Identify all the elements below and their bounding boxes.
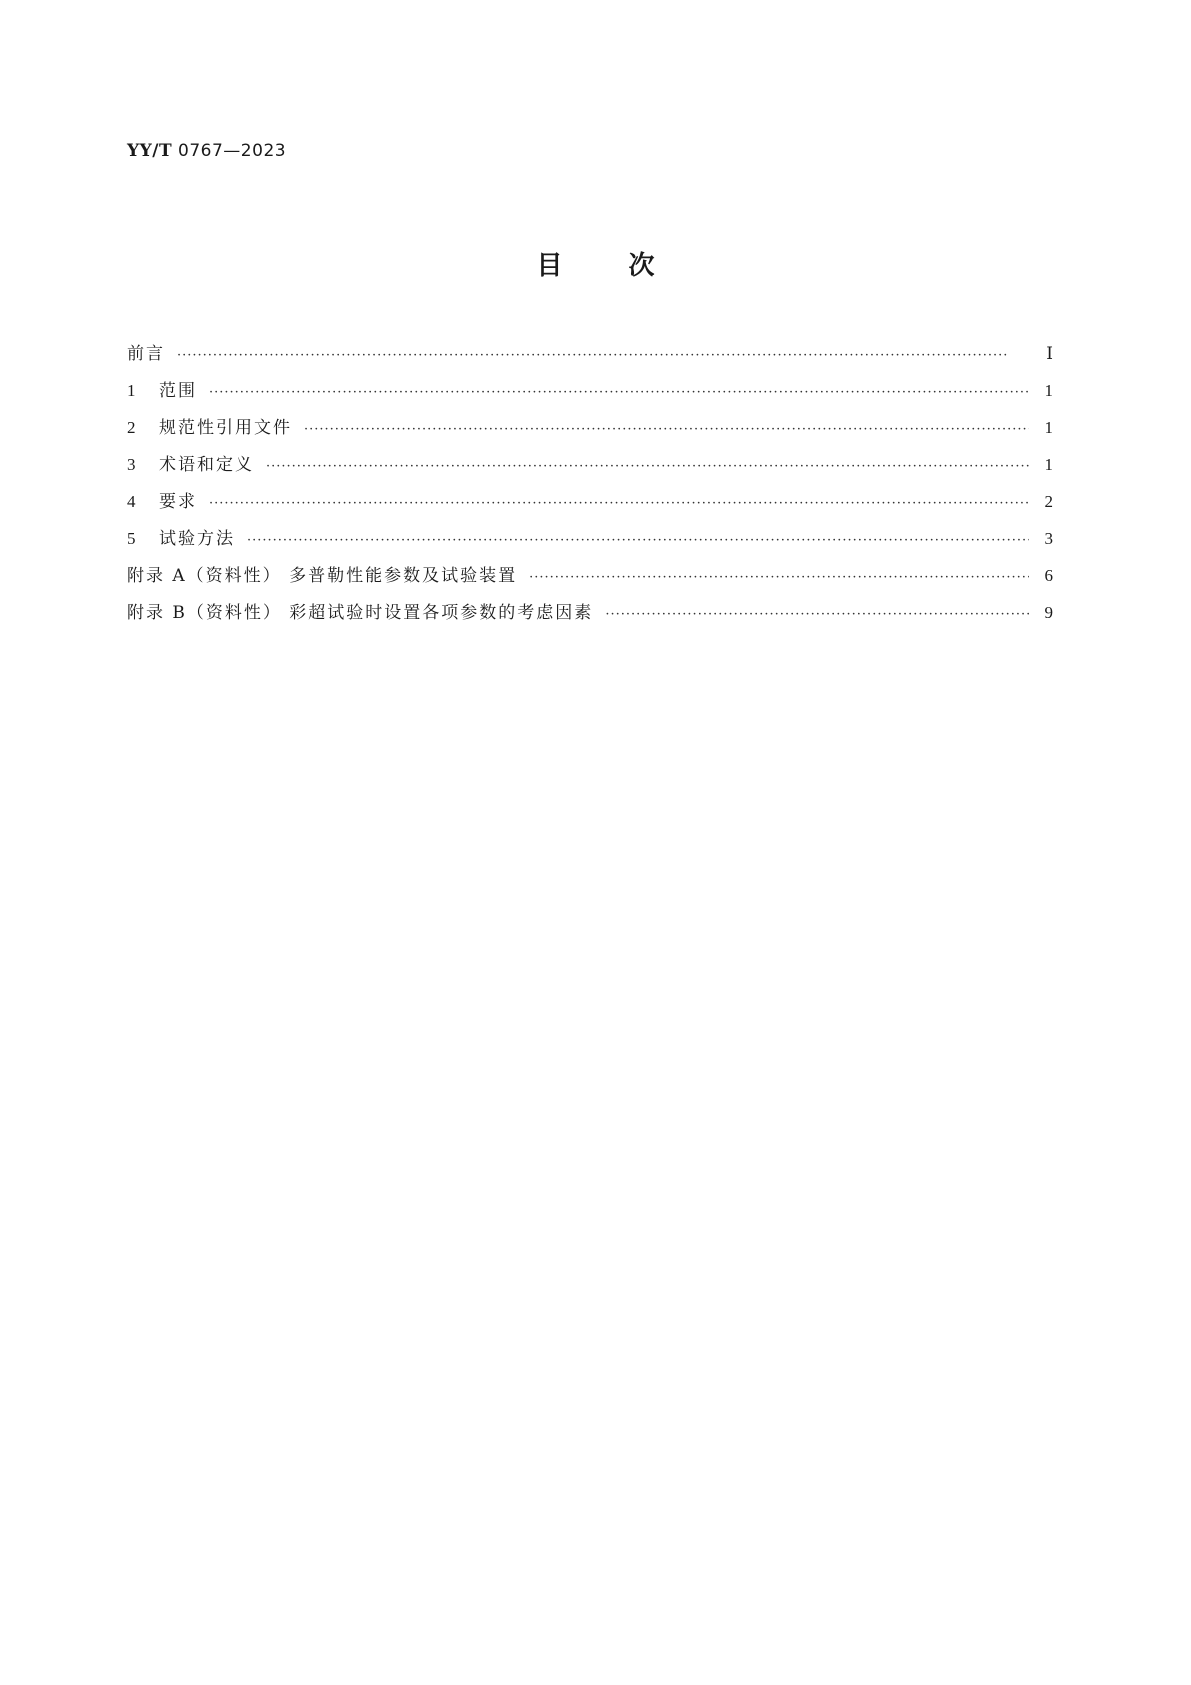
toc-entry-test-methods[interactable] [127, 529, 1053, 566]
table-of-contents [127, 344, 1053, 640]
toc-dot-leader [209, 383, 1029, 403]
toc-dot-leader [247, 531, 1029, 551]
toc-entry-requirements[interactable] [127, 492, 1053, 529]
toc-entry-page: 3 [1044, 529, 1053, 548]
standard-code [127, 141, 286, 161]
toc-entry-foreword[interactable] [127, 344, 1053, 381]
toc-entry-page: 2 [1044, 492, 1053, 511]
toc-dot-leader [304, 420, 1029, 440]
toc-entry-label: 规范性引用文件 [159, 418, 292, 438]
toc-dot-leader [209, 494, 1029, 514]
toc-entry-label: 附录 A（资料性） 多普勒性能参数及试验装置 [127, 566, 518, 586]
toc-entry-page: 1 [1044, 381, 1053, 400]
toc-entry-page: Ⅰ [1046, 344, 1053, 363]
toc-dot-leader [529, 568, 1029, 588]
standard-prefix: YY/T [127, 141, 173, 161]
toc-entry-annex-b[interactable] [127, 603, 1053, 640]
toc-entry-page: 1 [1044, 455, 1053, 474]
standard-number: 0767—2023 [178, 141, 287, 161]
toc-entry-label: 附录 B（资料性） 彩超试验时设置各项参数的考虑因素 [127, 603, 594, 623]
toc-entry-label: 前言 [127, 344, 165, 364]
toc-entry-label: 术语和定义 [159, 455, 254, 475]
toc-entry-number: 5 [127, 529, 136, 548]
toc-entry-normative-references[interactable] [127, 418, 1053, 455]
toc-dot-leader [605, 605, 1029, 625]
toc-dot-leader [266, 457, 1029, 477]
toc-entry-number: 1 [127, 381, 136, 400]
toc-entry-label: 试验方法 [159, 529, 235, 549]
toc-entry-scope[interactable] [127, 381, 1053, 418]
toc-dot-leader [177, 346, 1029, 366]
toc-entry-page: 1 [1044, 418, 1053, 437]
toc-entry-label: 要求 [159, 492, 197, 512]
toc-title: 目次 [536, 251, 721, 281]
toc-entry-page: 9 [1044, 603, 1053, 622]
toc-entry-label: 范围 [159, 381, 197, 401]
toc-entry-number: 2 [127, 418, 136, 437]
toc-entry-number: 4 [127, 492, 136, 511]
toc-entry-page: 6 [1044, 566, 1053, 585]
toc-entry-annex-a[interactable] [127, 566, 1053, 603]
toc-entry-number: 3 [127, 455, 136, 474]
toc-entry-terms-definitions[interactable] [127, 455, 1053, 492]
